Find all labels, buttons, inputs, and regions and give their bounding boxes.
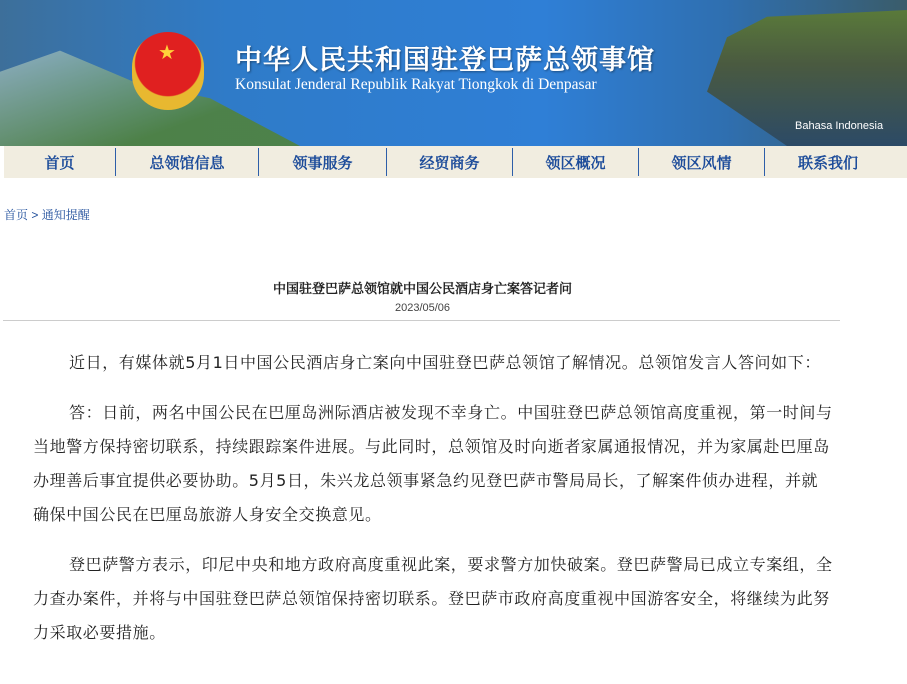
breadcrumb (4, 206, 90, 223)
article-title: 中国驻登巴萨总领馆就中国公民酒店身亡案答记者问 (272, 282, 572, 297)
header-banner (0, 0, 907, 146)
national-emblem-icon: ★ (132, 32, 204, 110)
paragraph: 登巴萨警方表示，印尼中央和地方政府高度重视此案，要求警方加快破案。登巴萨警局已成立专案组，全力查办案件，并将与中国驻登巴萨总领馆保持密切联系。登巴萨市政府高度重视中国游客安全，将继续为此努力采取必要措施。 (33, 555, 833, 642)
breadcrumb-home[interactable]: 首页 (4, 208, 29, 222)
paragraph: 近日，有媒体就5月1日中国公民酒店身亡案向中国驻登巴萨总领馆了解情况。总领馆发言人答问如下： (69, 353, 821, 372)
language-link[interactable]: Bahasa Indonesia (795, 120, 884, 132)
breadcrumb-separator: > (28, 208, 42, 222)
nav-contact[interactable]: 联系我们 (797, 153, 858, 172)
nav-district-overview[interactable]: 领区概况 (513, 148, 639, 176)
article-date: 2023/05/06 (394, 302, 451, 314)
site-title-cn: 中华人民共和国驻登巴萨总领事馆 (235, 45, 655, 76)
main-nav (4, 146, 907, 178)
divider (3, 320, 840, 321)
breadcrumb-current[interactable]: 通知提醒 (41, 208, 90, 222)
article-body (33, 346, 833, 666)
nav-district-culture[interactable]: 领区风情 (639, 148, 765, 176)
nav-trade[interactable]: 经贸商务 (387, 148, 513, 176)
nav-consulate-info[interactable]: 总领馆信息 (116, 148, 259, 176)
paragraph: 答：日前，两名中国公民在巴厘岛洲际酒店被发现不幸身亡。中国驻登巴萨总领馆高度重视，第一时间与当地警方保持密切联系，持续跟踪案件进展。与此同时，总领馆及时向逝者家属通报情况，并为家属赴巴厘岛办理善后事宜提供必要协助。5月5日，朱兴龙总领事紧急约见登巴萨市警局局长，了解案件侦办进程，并就确保中国公民在巴厘岛旅游人身安全交换意见。 (33, 403, 833, 524)
nav-consular-services[interactable]: 领事服务 (259, 148, 387, 176)
site-title-en: Konsulat Jenderal Republik Rakyat Tiongkok di Denpasar (235, 76, 597, 93)
nav-home[interactable]: 首页 (4, 148, 116, 176)
